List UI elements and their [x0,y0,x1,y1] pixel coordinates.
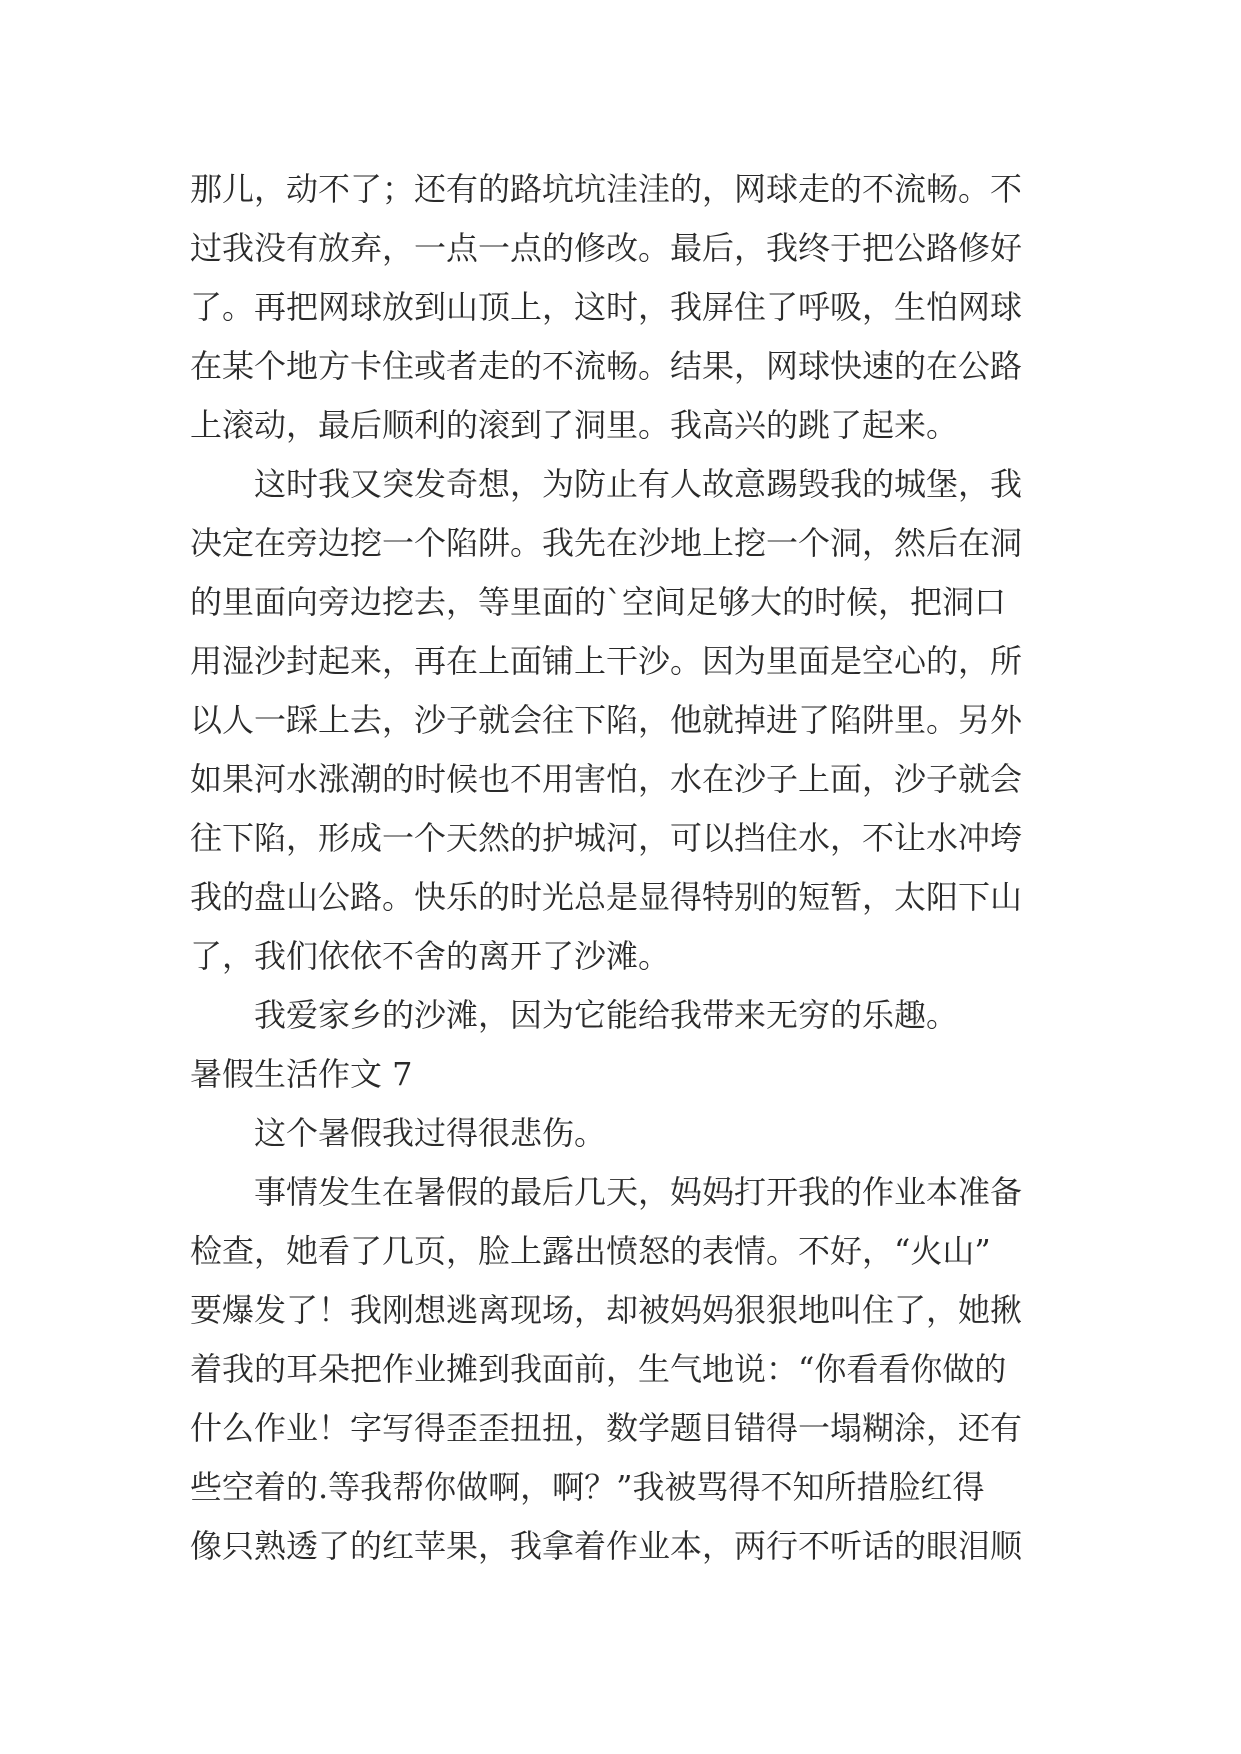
text-line-5: 上滚动，最后顺利的滚到了洞里。我高兴的跳了起来。 [190,406,959,444]
text-line-19: 检查，她看了几页，脸上露出愤怒的表情。不好，“火山” [190,1232,991,1270]
text-line-12: 往下陷，形成一个天然的护城河，可以挡住水，不让水冲垮 [190,819,1023,857]
text-line-2: 过我没有放弃，一点一点的修改。最后，我终于把公路修好 [190,229,1023,267]
text-line-22: 什么作业！字写得歪歪扭扭，数学题目错得一塌糊涂，还有 [190,1409,1023,1447]
text-line-11: 如果河水涨潮的时候也不用害怕，水在沙子上面，沙子就会 [190,760,1023,798]
text-line-8: 的里面向旁边挖去，等里面的`空间足够大的时候，把洞口 [190,583,1007,621]
text-line-1: 那儿，动不了；还有的路坑坑洼洼的，网球走的不流畅。不 [190,170,1023,208]
text-line-21: 着我的耳朵把作业摊到我面前，生气地说：“你看看你做的 [190,1350,1007,1388]
text-line-13: 我的盘山公路。快乐的时光总是显得特别的短暂，太阳下山 [190,878,1023,916]
text-line-3: 了。再把网球放到山顶上，这时，我屏住了呼吸，生怕网球 [190,288,1023,326]
section-heading: 暑假生活作文 7 [190,1055,413,1093]
text-line-14: 了，我们依依不舍的离开了沙滩。 [190,937,671,975]
text-line-18: 事情发生在暑假的最后几天，妈妈打开我的作业本准备 [254,1173,1023,1211]
text-line-23: 些空着的.等我帮你做啊，啊？”我被骂得不知所措脸红得 [190,1468,985,1506]
text-line-7: 决定在旁边挖一个陷阱。我先在沙地上挖一个洞，然后在洞 [190,524,1023,562]
text-line-10: 以人一踩上去，沙子就会往下陷，他就掉进了陷阱里。另外 [190,701,1023,739]
text-line-6: 这时我又突发奇想，为防止有人故意踢毁我的城堡，我 [254,465,1023,503]
text-line-20: 要爆发了！我刚想逃离现场，却被妈妈狠狠地叫住了，她揪 [190,1291,1023,1329]
article-body [190,160,1070,1576]
text-line-24: 像只熟透了的红苹果，我拿着作业本，两行不听话的眼泪顺 [190,1527,1023,1565]
text-line-9: 用湿沙封起来，再在上面铺上干沙。因为里面是空心的，所 [190,642,1023,680]
text-line-4: 在某个地方卡住或者走的不流畅。结果，网球快速的在公路 [190,347,1023,385]
text-line-15: 我爱家乡的沙滩，因为它能给我带来无穷的乐趣。 [254,996,959,1034]
text-line-17: 这个暑假我过得很悲伤。 [254,1114,607,1152]
